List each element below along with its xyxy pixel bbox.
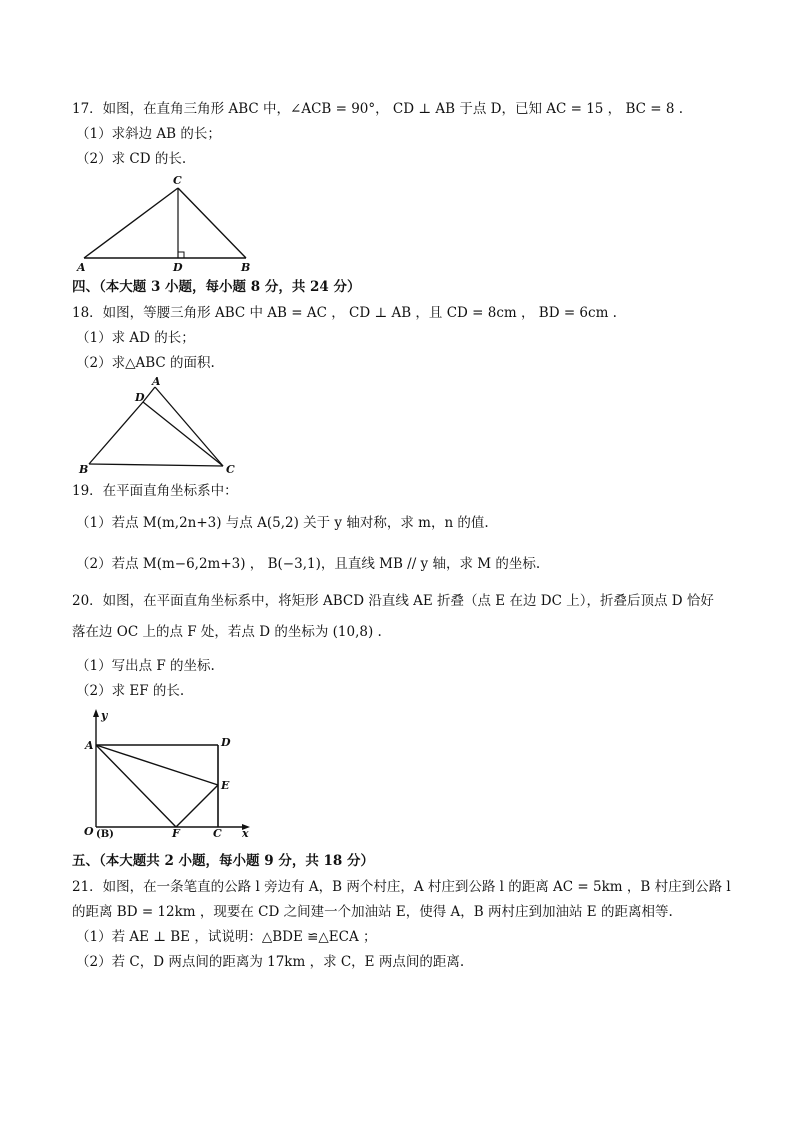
q20-label-d: D [221, 736, 231, 749]
section-4-heading: 四、（本大题 3 小题，每小题 8 分，共 24 分） [72, 279, 361, 295]
q21-stem-line1: 21．如图，在一条笔直的公路 l 旁边有 A，B 两个村庄，A 村庄到公路 l 的距离 AC = 5km ，B 村庄到公路 l [72, 879, 731, 895]
q18-figure [75, 377, 245, 477]
q21-part1: （1）若 AE ⊥ BE ，试说明：△BDE ≌△ECA ； [76, 929, 377, 945]
q20-stem-line2: 落在边 OC 上的点 F 处，若点 D 的坐标为 (10,8) . [72, 624, 382, 640]
q20-part1: （1）写出点 F 的坐标. [76, 658, 215, 674]
q18-label-d: D [135, 391, 145, 404]
q20-figure [80, 705, 270, 840]
q19-stem: 19．在平面直角坐标系中： [72, 483, 238, 499]
q19-part2: （2）若点 M(m−6,2m+3) ， B(−3,1)，且直线 MB // y 轴，求 M 的坐标. [76, 556, 541, 572]
q17-part2: （2）求 CD 的长. [76, 151, 187, 167]
q20-label-f: F [172, 827, 180, 840]
q20-label-b: (B) [96, 829, 114, 840]
q18-part2: （2）求△ABC 的面积. [76, 355, 215, 371]
q18-stem: 18．如图，等腰三角形 ABC 中 AB = AC ， CD ⊥ AB ，且 CD = 8cm ， BD = 6cm . [72, 305, 617, 321]
q18-label-b: B [79, 463, 89, 476]
q17-part1: （1）求斜边 AB 的长； [76, 126, 221, 142]
q17-label-c: C [173, 174, 182, 187]
q20-label-o: O [84, 825, 94, 838]
q20-label-e: E [221, 779, 230, 792]
q20-label-y: y [101, 709, 108, 722]
q17-label-a: A [77, 261, 86, 274]
q17-figure [70, 172, 270, 272]
q19-part1: （1）若点 M(m,2n+3) 与点 A(5,2) 关于 y 轴对称，求 m，n 的值. [76, 515, 489, 531]
q17-label-b: B [241, 261, 251, 274]
q17-label-d: D [173, 261, 183, 274]
q18-label-a: A [152, 375, 161, 388]
q20-part2: （2）求 EF 的长. [76, 683, 185, 699]
section-5-heading: 五、（本大题共 2 小题，每小题 9 分，共 18 分） [72, 853, 375, 869]
q21-part2: （2）若 C，D 两点间的距离为 17km ，求 C，E 两点间的距离. [76, 954, 465, 970]
q18-label-c: C [226, 463, 235, 476]
q21-stem-line2: 的距离 BD = 12km ，现要在 CD 之间建一个加油站 E，使得 A，B 两村庄到加油站 E 的距离相等. [72, 904, 673, 920]
q17-stem: 17．如图，在直角三角形 ABC 中，∠ACB = 90°， CD ⊥ AB 于点 D，已知 AC = 15 ， BC = 8 . [72, 101, 684, 117]
q18-part1: （1）求 AD 的长； [76, 330, 195, 346]
q20-label-c: C [213, 827, 222, 840]
q20-stem-line1: 20．如图，在平面直角坐标系中，将矩形 ABCD 沿直线 AE 折叠（点 E 在边 DC 上），折叠后顶点 D 恰好 [72, 593, 714, 609]
q20-label-a: A [85, 739, 94, 752]
q20-label-x: x [242, 827, 249, 840]
